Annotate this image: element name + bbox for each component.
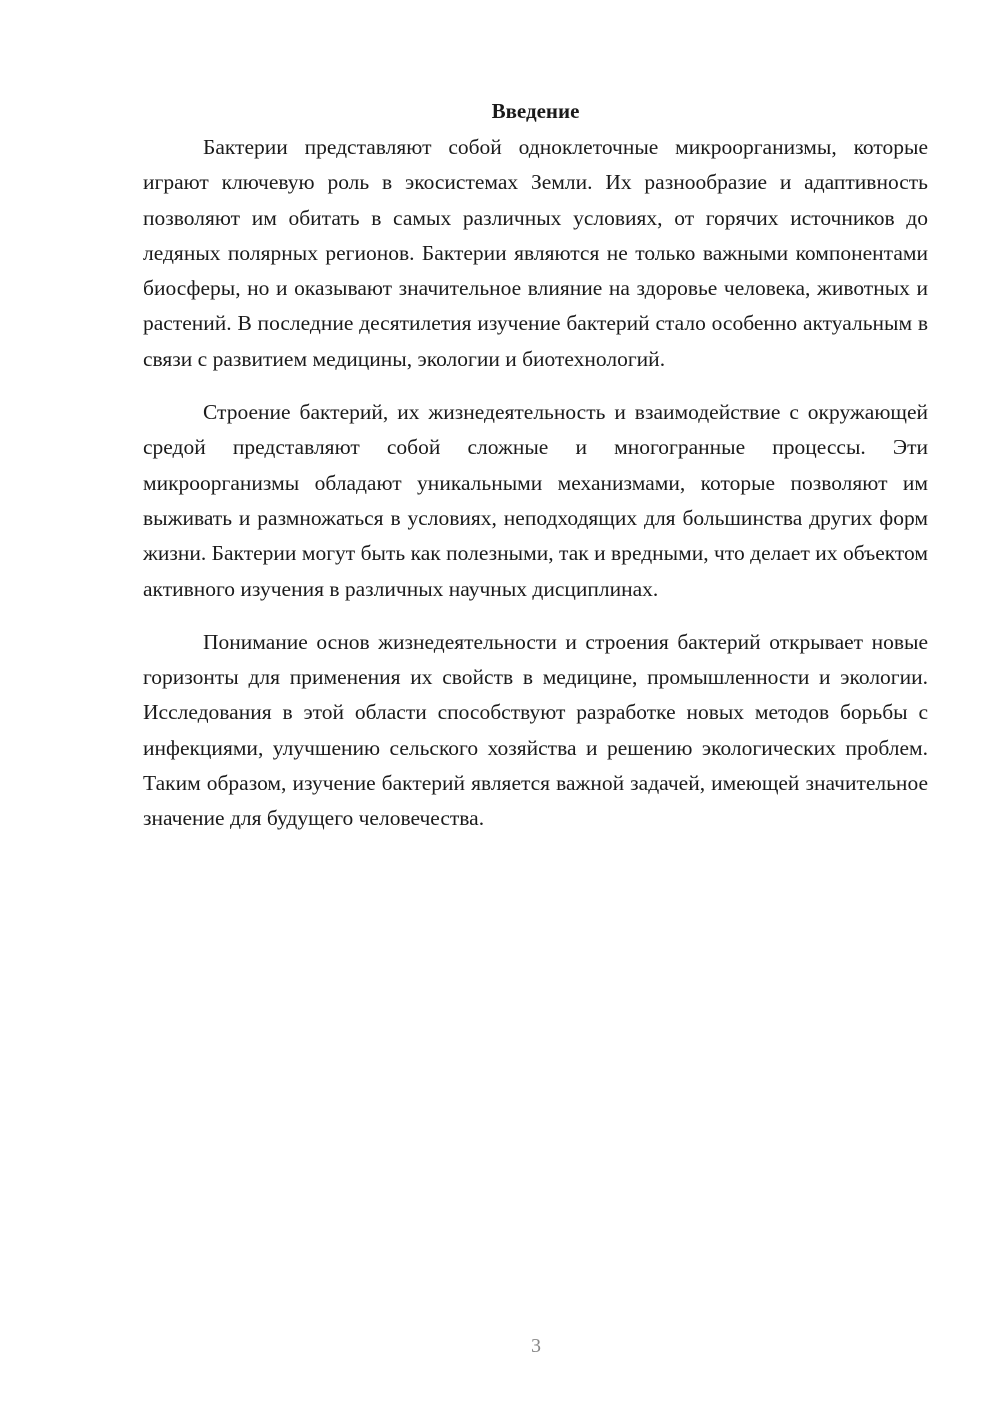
page-content [143,96,928,855]
paragraph-3: Понимание основ жизнедеятельности и строения бактерий открывает новые горизонты для применения их свойств в медицине, промышленности и экологии. Исследования в этой области способствуют разработке новых методов борьбы с инфекциями, улучшению сельского хозяйства и решению экологических проблем. Таким образом, изучение бактерий является важной задачей, имеющей значительное значение для будущего человечества. [143,629,928,831]
paragraph-2: Строение бактерий, их жизнедеятельность и взаимодействие с окружающей средой представляют собой сложные и многогранные процессы. Эти микроорганизмы обладают уникальными механизмами, которые позволяют им выживать и размножаться в условиях, неподходящих для большинства других форм жизни. Бактерии могут быть как полезными, так и вредными, что делает их объектом активного изучения в различных научных дисциплинах. [143,400,928,601]
section-title: Введение [491,99,580,123]
paragraph-1: Бактерии представляют собой одноклеточные микроорганизмы, которые играют ключевую роль в экосистемах Земли. Их разнообразие и адаптивность позволяют им обитать в самых различных условиях, от горячих источников до ледяных полярных регионов. Бактерии являются не только важными компонентами биосферы, но и оказывают значительное влияние на здоровье человека, животных и растений. В последние десятилетия изучение бактерий стало особенно актуальным в связи с развитием медицины, экологии и биотехнологий. [143,135,928,371]
page-number: 3 [531,1335,541,1357]
